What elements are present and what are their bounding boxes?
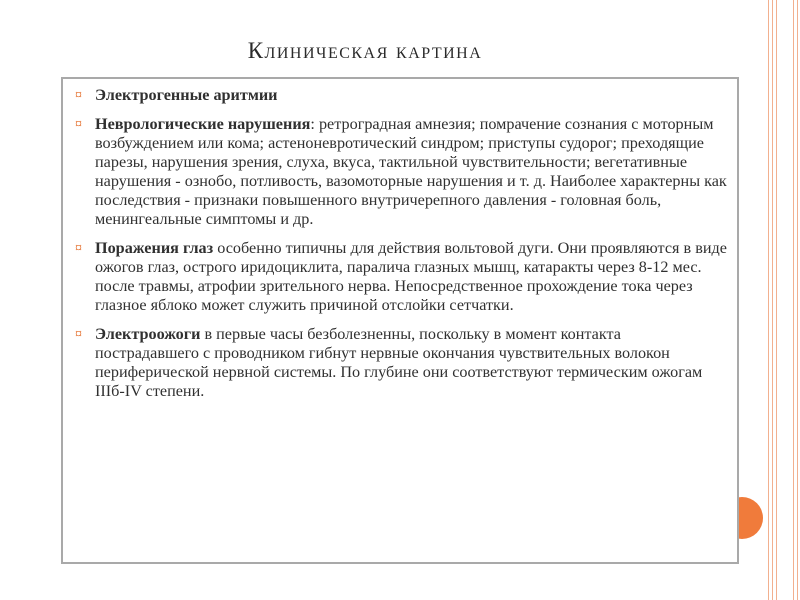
list-item: [71, 325, 727, 401]
bullet-icon: ¤: [75, 327, 82, 342]
content-frame: [61, 77, 739, 564]
list-item: [71, 239, 727, 315]
item-heading: Неврологические нарушения: [95, 115, 311, 133]
item-text: в первые часы безболезненны, поскольку в момент контакта пострадавшего с проводником гибнут нервные окончания чувствительных волокон периферической нервной системы. По глубине они соответствуют термическим ожогам IIIб-IV степени.: [95, 325, 703, 400]
decor-rule: [797, 0, 798, 600]
item-text: : ретроградная амнезия; помрачение сознания с моторным возбуждением или кома; астеноневротический синдром; приступы судорог; преходящие парезы, нарушения зрения, слуха, вкуса, тактильной чувствительности; вегетативные нарушения - ознобо, потливость, вазомоторные нарушения и т. д. Наиболее характерны как последствия - признаки повышенного внутричерепного давления - головная боль, менингеальные симптомы и др.: [95, 115, 727, 228]
bullet-icon: ¤: [75, 241, 82, 256]
decor-rule: [793, 0, 794, 600]
decor-rule: [768, 0, 769, 600]
list-item: [71, 86, 727, 105]
item-heading: Электрогенные аритмии: [95, 86, 278, 104]
list-item: [71, 115, 727, 229]
item-heading: Поражения глаз: [95, 239, 214, 257]
bullet-icon: ¤: [75, 88, 82, 103]
slide-title: Клиническая картина: [247, 38, 483, 63]
item-text: особенно типичны для действия вольтовой дуги. Они проявляются в виде ожогов глаз, острого иридоциклита, паралича глазных мышц, катаракты через 8-12 мес. после травмы, атрофии зрительного нерва. Непосредственное прохождение тока через глазное яблоко может служить причиной отслойки сетчатки.: [95, 239, 727, 314]
decor-rule: [772, 0, 773, 600]
decor-rule: [776, 0, 777, 600]
item-heading: Электроожоги: [95, 325, 201, 343]
bullet-icon: ¤: [75, 117, 82, 132]
bullet-list: [71, 86, 727, 401]
